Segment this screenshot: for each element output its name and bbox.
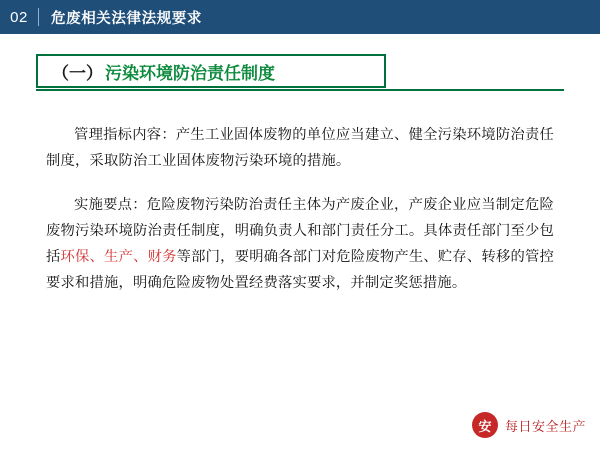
header-divider: [38, 8, 39, 26]
paragraph-2-text-a: 实施要点：危险废物污染防治责任主体为产废企业，产废企业应当制定危险废物污染环境防治责任制度，明确负责人和部门责任分工。具体责任部门至少包括: [46, 197, 554, 265]
paragraph-1-text: 管理指标内容：产生工业固体废物的单位应当建立、健全污染环境防治责任制度，采取防治工业固体废物污染环境的措施。: [46, 127, 554, 169]
brand-logo-icon: 安: [472, 412, 498, 438]
paragraph-implementation-points: [46, 192, 554, 296]
section-underline: [36, 89, 564, 91]
section-title-box: [36, 54, 386, 88]
brand-watermark: [472, 412, 586, 438]
header-title: 危废相关法律法规要求: [51, 10, 202, 27]
section-number: 02: [10, 8, 28, 26]
paragraph-2-text-b: 等部门，要明确各部门对危险废物产生、贮存、转移的管控要求和措施，明确危险废物处置经费落实要求，并制定奖惩措施。: [46, 249, 554, 291]
slide-header: [0, 0, 600, 34]
paragraph-2-highlight: 环保、生产、财务: [60, 249, 177, 265]
section-title-main: 污染环境防治责任制度: [105, 63, 275, 83]
brand-name: 每日安全生产: [504, 418, 586, 434]
slide-body: [46, 122, 554, 314]
paragraph-management-content: [46, 122, 554, 174]
section-title-prefix: （一）: [52, 63, 103, 83]
